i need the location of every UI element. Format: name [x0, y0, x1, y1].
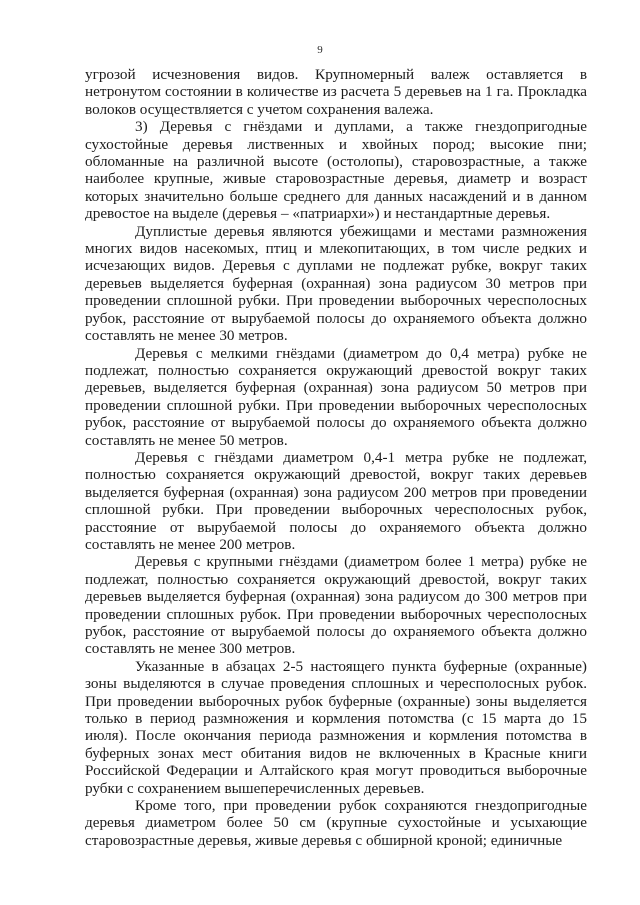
paragraph-5: Деревья с гнёздами диаметром 0,4-1 метра рубке не подлежат, полностью сохраняется окружающий древостой, вокруг таких деревьев выделяется буферная (охранная) зона радиусом 200 метров при проведении сплошной рубки. При проведении выборочных чересполосных рубок, расстояние от вырубаемой полосы до охраняемого объекта должно составлять не менее 200 метров.: [85, 448, 587, 553]
paragraph-4: Деревья с мелкими гнёздами (диаметром до 0,4 метра) рубке не подлежат, полностью сохраняется окружающий древостой вокруг таких деревьев, выделяется буферная (охранная) зона радиусом 50 метров при проведении сплошной рубки. При проведении выборочных чересполосных рубок, расстояние от вырубаемой полосы до охраняемого объекта должно составлять не менее 50 метров.: [85, 344, 587, 449]
paragraph-8: Кроме того, при проведении рубок сохраняются гнездопригодные деревья диаметром более 50 см (крупные сухостойные и усыхающие старовозрастные деревья, живые деревья с обширной кроной; единичные: [85, 797, 587, 849]
page-number: 9: [317, 44, 323, 56]
paragraph-6: Деревья с крупными гнёздами (диаметром более 1 метра) рубке не подлежат, полностью сохраняется окружающий древостой, вокруг таких деревьев выделяется буферная (охранная) зона радиусом до 300 метров при проведении сплошных рубок. При проведении выборочных чересполосных рубок, расстояние от вырубаемой полосы до охраняемого объекта должно составлять не менее 300 метров.: [85, 553, 587, 658]
paragraph-7: Указанные в абзацах 2-5 настоящего пункта буферные (охранные) зоны выделяются в случае проведения сплошных и чересполосных рубок. При проведении выборочных рубок буферные (охранные) зоны выделяется только в период размножения и кормления потомства (с 15 марта до 15 июля). После окончания периода размножения и кормления потомства в буферных зонах мест обитания видов не включенных в Красные книги Российской Федерации и Алтайского края могут проводиться выборочные рубки с сохранением вышеперечисленных деревьев.: [85, 657, 587, 797]
paragraph-1: угрозой исчезновения видов. Крупномерный валеж оставляется в нетронутом состоянии в количестве из расчета 5 деревьев на 1 га. Прокладка волоков осуществляется с учетом сохранения валежа.: [85, 66, 587, 118]
document-body: [85, 66, 587, 849]
paragraph-3: Дуплистые деревья являются убежищами и местами размножения многих видов насекомых, птиц и млекопитающих, в том числе редких и исчезающих видов. Деревья с дуплами не подлежат рубке, вокруг таких деревьев выделяется буферная (охранная) зона радиусом 30 метров при проведении сплошной рубки. При проведении выборочных чересполосных рубок, расстояние от вырубаемой полосы до охраняемого объекта должно составлять не менее 30 метров.: [85, 222, 587, 345]
paragraph-2: 3) Деревья с гнёздами и дуплами, а также гнездопригодные сухостойные деревья лиственных и хвойных пород; высокие пни; обломанные на различной высоте (остолопы), старовозрастные, а также наиболее крупные, живые старовозрастные деревья, диаметр и возраст которых значительно больше среднего для данных насаждений и в данном древостое на выделе (деревья – «патриархи») и нестандартные деревья.: [85, 118, 587, 223]
